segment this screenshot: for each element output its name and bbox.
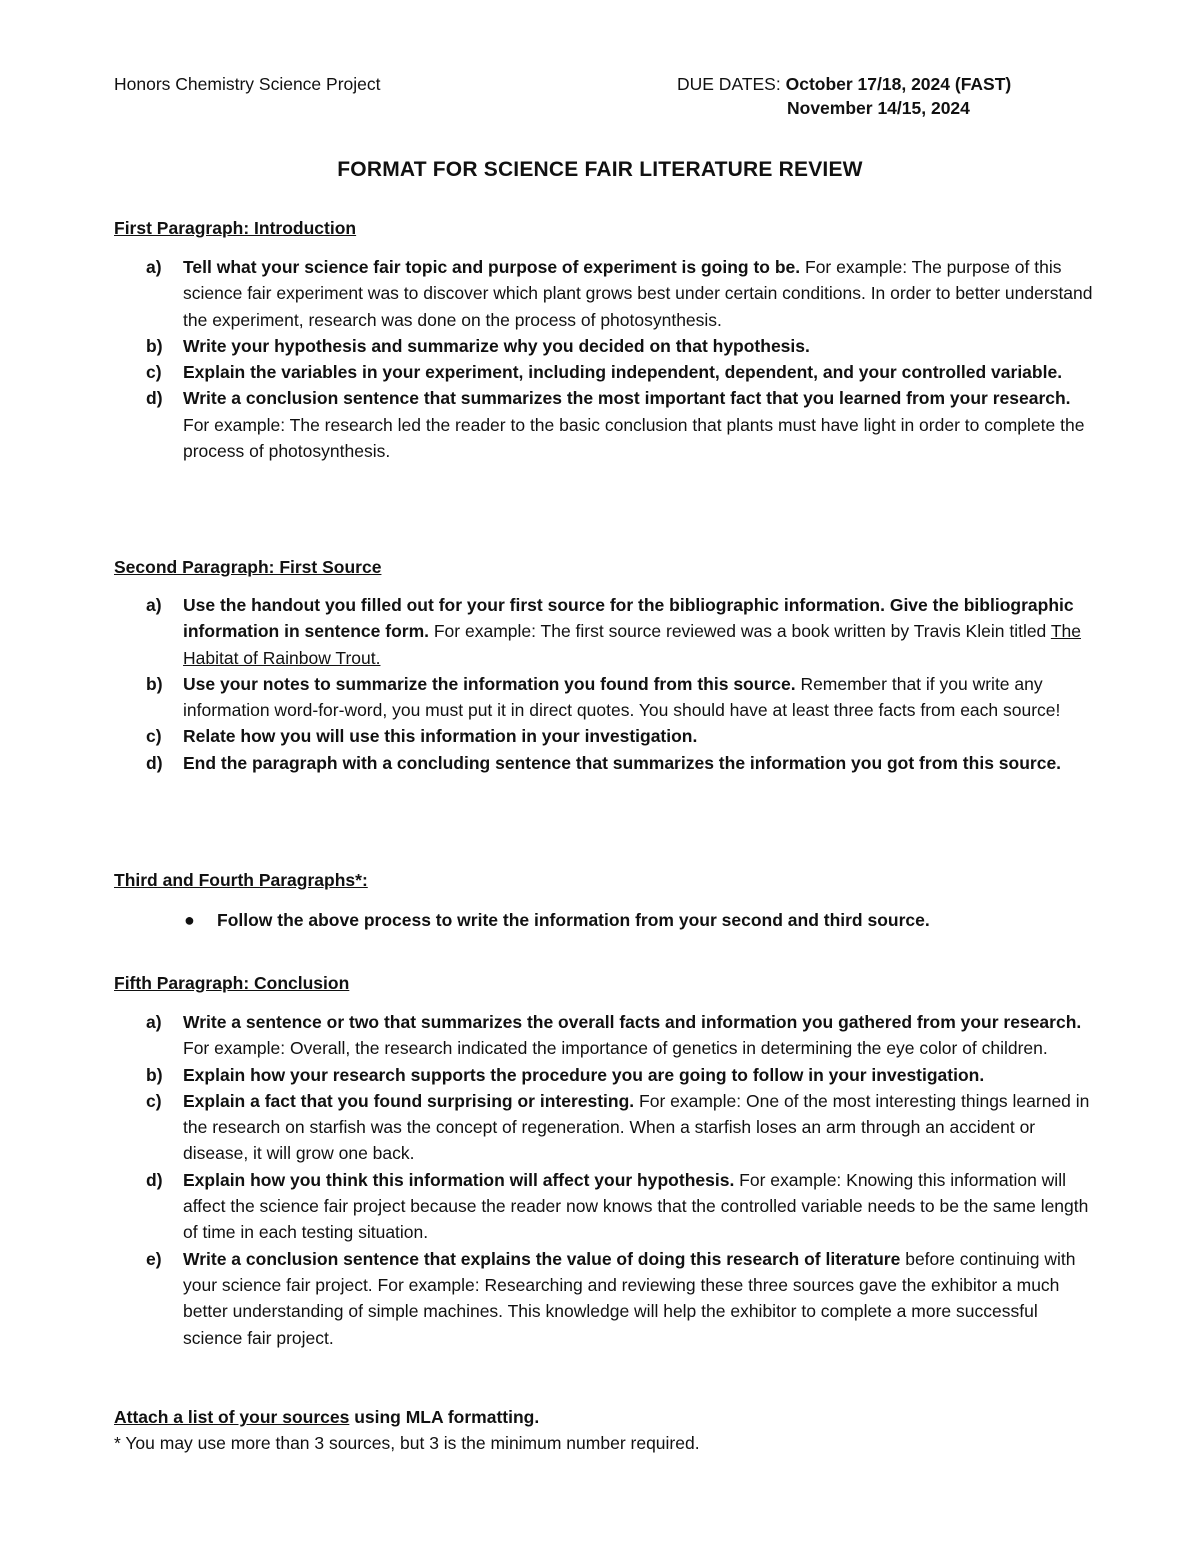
list-item <box>146 1088 1096 1167</box>
instruction-text: End the paragraph with a concluding sentence that summarizes the information you got from this source. <box>183 752 1062 773</box>
instruction-text: Write a sentence or two that summarizes the overall facts and information you gathered from your research. <box>183 1012 1082 1032</box>
list-item <box>146 254 1096 333</box>
bullet-icon: ● <box>184 910 195 930</box>
list-marker: e) <box>146 1248 162 1269</box>
due-dates-label: DUE DATES: <box>677 74 781 94</box>
list-marker: c) <box>146 1090 162 1111</box>
instruction-text: Explain how your research supports the procedure you are going to follow in your investigation. <box>183 1064 985 1085</box>
first-paragraph-list <box>146 254 1096 464</box>
list-item <box>146 385 1096 464</box>
section-heading-second: Second Paragraph: First Source <box>114 557 382 577</box>
list-marker: d) <box>146 752 163 773</box>
example-text: For example: Overall, the research indicated the importance of genetics in determining the eye color of children. <box>183 1038 1048 1059</box>
section-heading-first: First Paragraph: Introduction <box>114 218 357 238</box>
example-text: For example: One of the most interesting things learned in the research on starfish was the concept of regeneration. When a starfish loses an arm through an accident or disease, it will grow one back. <box>183 1090 1090 1164</box>
example-text: For example: The first source reviewed was a book written by Travis Klein titled <box>429 621 1051 642</box>
section-heading-fifth: Fifth Paragraph: Conclusion <box>114 973 350 993</box>
instruction-text: Use the handout you filled out for your first source for the bibliographic information. Give the bibliographic information in sentence form. <box>183 595 1074 642</box>
course-name: Honors Chemistry Science Project <box>114 74 381 94</box>
instruction-text: Relate how you will use this information in your investigation. <box>183 726 698 747</box>
example-text: For example: The research led the reader to the basic conclusion that plants must have light in order to complete the process of photosynthesis. <box>183 414 1085 462</box>
example-text: For example: The purpose of this science fair experiment was to discover which plant grows best under certain conditions. In order to better understand the experiment, research was done on the process of photosynthesis. <box>183 257 1093 330</box>
instruction-text: Tell what your science fair topic and purpose of experiment is going to be. <box>183 257 801 277</box>
example-text: Remember that if you write any information word-for-word, you must put it in direct quotes. You should have at least three facts from each source! <box>183 673 1061 721</box>
attach-sources-rest: using MLA formatting. <box>349 1407 540 1427</box>
list-marker: d) <box>146 388 163 409</box>
example-text: For example: Knowing this information will affect the science fair project because the reader now knows that the controlled variable needs to be the same length of time in each testing situation. <box>183 1169 1089 1243</box>
instruction-text: Write your hypothesis and summarize why you decided on that hypothesis. <box>183 335 810 356</box>
second-paragraph-list <box>146 592 1096 776</box>
list-marker: a) <box>146 257 162 277</box>
instruction-text: Write a conclusion sentence that summarizes the most important fact that you learned from your research. <box>183 388 1071 409</box>
footnote: * You may use more than 3 sources, but 3 is the minimum number required. <box>114 1433 700 1453</box>
attach-sources-line <box>114 1405 539 1429</box>
list-item <box>180 907 1080 933</box>
list-item <box>146 671 1096 724</box>
list-marker: b) <box>146 335 163 356</box>
list-item <box>146 750 1096 776</box>
list-marker: b) <box>146 673 163 694</box>
page-header <box>114 72 1086 124</box>
list-marker: c) <box>146 726 162 747</box>
example-text: before continuing with your science fair project. For example: Researching and reviewing these three sources gave the exhibitor a much better understanding of simple machines. This knowledge will help the exhibitor to complete a more successful science fair project. <box>183 1248 1076 1348</box>
section-heading-third: Third and Fourth Paragraphs*: <box>114 870 368 890</box>
instruction-text: Explain a fact that you found surprising or interesting. <box>183 1090 635 1111</box>
instruction-text: Use your notes to summarize the information you found from this source. <box>183 673 796 694</box>
list-item <box>146 1246 1096 1351</box>
list-item <box>146 1009 1096 1062</box>
list-item <box>146 592 1096 671</box>
list-item <box>146 359 1096 385</box>
instruction-text: Explain the variables in your experiment, including independent, dependent, and your controlled variable. <box>183 362 1063 383</box>
list-marker: c) <box>146 362 162 383</box>
attach-sources-underlined: Attach a list of your sources <box>114 1407 350 1427</box>
due-date-second: November 14/15, 2024 <box>787 98 970 118</box>
list-marker: b) <box>146 1064 163 1085</box>
instruction-text: Follow the above process to write the information from your second and third source. <box>217 910 930 930</box>
list-item <box>146 333 1096 359</box>
list-marker: d) <box>146 1169 163 1190</box>
due-dates <box>677 72 1011 120</box>
list-marker: a) <box>146 1012 162 1032</box>
instruction-text: Explain how you think this information will affect your hypothesis. <box>183 1169 735 1190</box>
due-date-first: October 17/18, 2024 (FAST) <box>785 74 1012 94</box>
instruction-text: Write a conclusion sentence that explains the value of doing this research of literature <box>183 1248 901 1269</box>
page-title: FORMAT FOR SCIENCE FAIR LITERATURE REVIEW <box>337 158 863 181</box>
list-item <box>146 723 1096 749</box>
book-title: The Habitat of Rainbow Trout. <box>183 621 1081 668</box>
list-item <box>146 1167 1096 1246</box>
list-marker: a) <box>146 595 162 615</box>
fifth-paragraph-list <box>146 1009 1096 1351</box>
list-item <box>146 1062 1096 1088</box>
third-paragraph-list <box>180 907 1080 933</box>
